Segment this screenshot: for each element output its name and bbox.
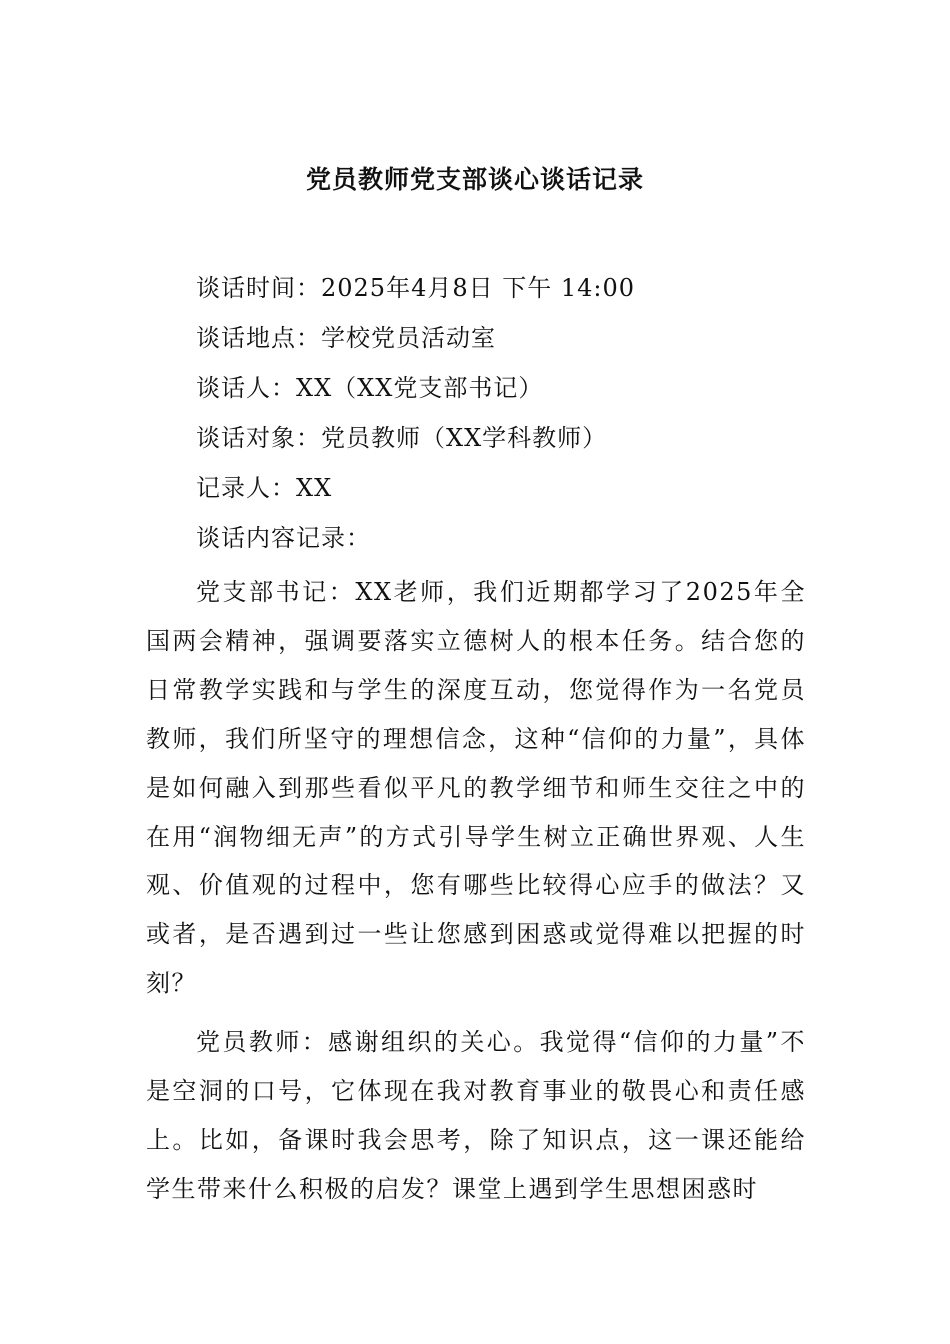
meeting-interviewer: 谈话人：XX（XX党支部书记） — [196, 374, 544, 402]
conversation-record — [146, 568, 806, 1214]
secretary-paragraph: 党支部书记：XX老师，我们近期都学习了2025年全国两会精神，强调要落实立德树人的根本任务。结合您的日常教学实践和与学生的深度互动，您觉得作为一名党员教师，我们所坚守的理想信念，这种“信仰的力量”，具体是如何融入到那些看似平凡的教学细节和师生交往之中的在用“润物细无声”的方式引导学生树立正确世界观、人生观、价值观的过程中，您有哪些比较得心应手的做法？又或者，是否遇到过一些让您感到困惑或觉得难以把握的时刻？ — [146, 578, 806, 998]
content-heading: 谈话内容记录： — [196, 524, 371, 552]
meeting-info-list — [196, 270, 635, 570]
teacher-paragraph: 党员教师：感谢组织的关心。我觉得“信仰的力量”不是空洞的口号，它体现在我对教育事业的敬畏心和责任感上。比如，备课时我会思考，除了知识点，这一课还能给学生带来什么积极的启发？课堂上遇到学生思想困惑时 — [146, 1028, 806, 1203]
meeting-time: 谈话时间：2025年4月8日 下午 14:00 — [196, 274, 636, 302]
page-title: 党员教师党支部谈心谈话记录 — [305, 165, 644, 194]
meeting-recorder: 记录人：XX — [196, 474, 333, 502]
meeting-subject: 谈话对象：党员教师（XX学科教师） — [196, 424, 608, 452]
meeting-location: 谈话地点：学校党员活动室 — [196, 324, 496, 352]
